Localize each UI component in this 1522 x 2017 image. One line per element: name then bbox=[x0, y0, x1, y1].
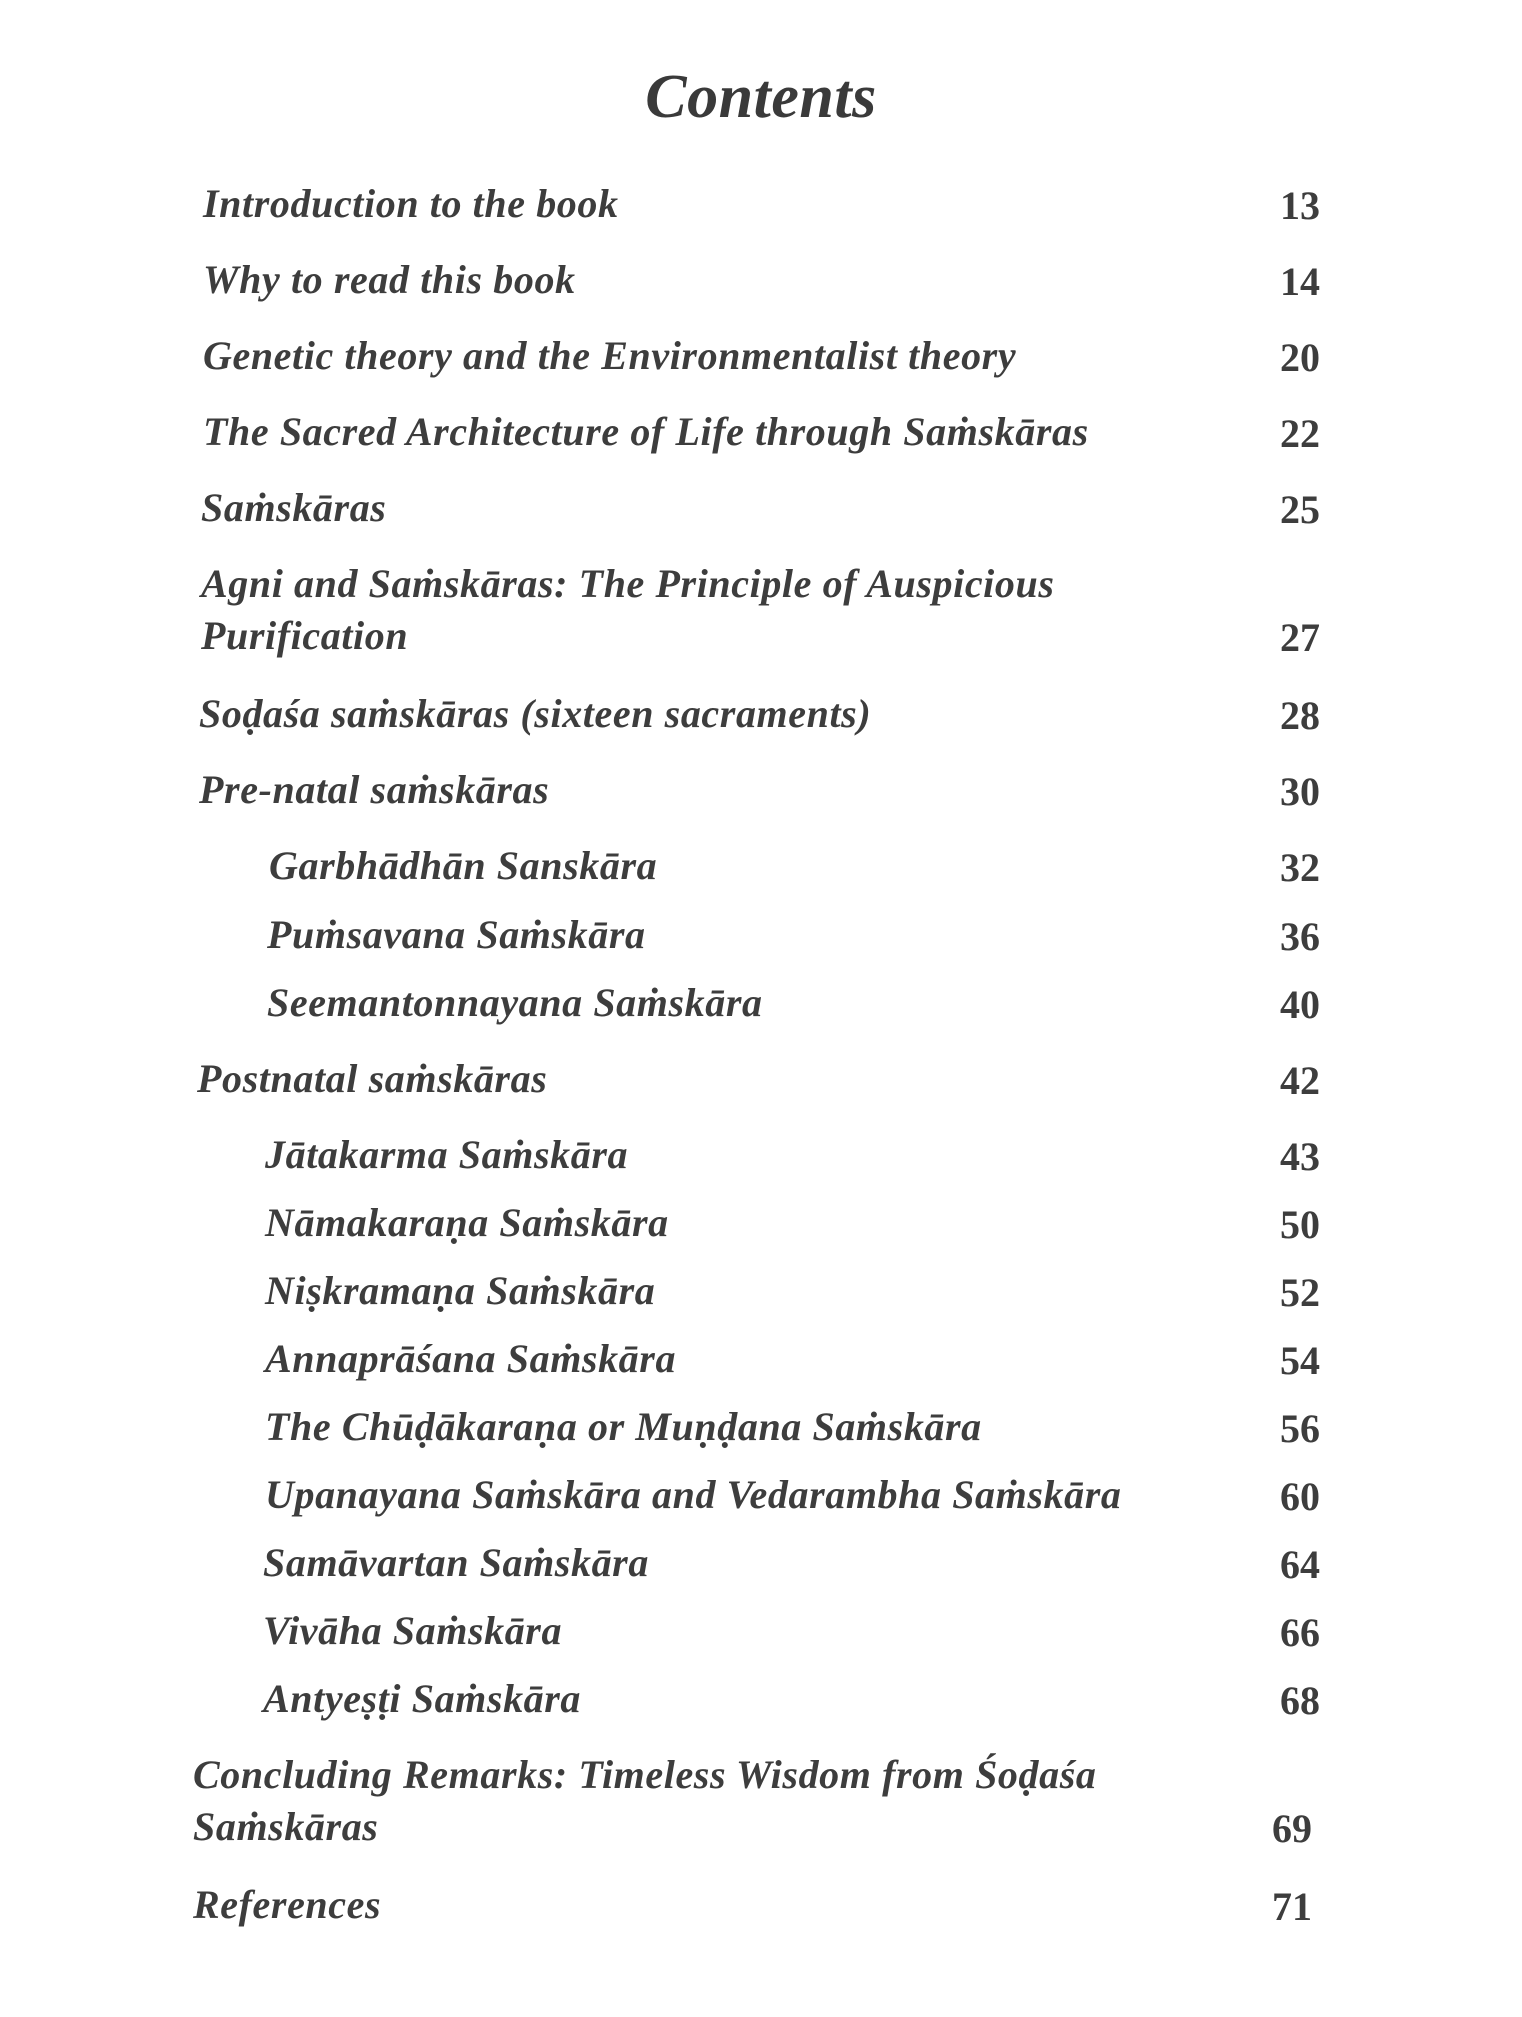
toc-page-number: 71 bbox=[1272, 1884, 1312, 1929]
toc-entry-chudakarana[interactable]: The Chūḍākaraṇa or Muṇḍana Saṁskāra bbox=[265, 1404, 982, 1449]
toc-entry-concluding-remarks[interactable]: Concluding Remarks: Timeless Wisdom from Śoḍaśa bbox=[193, 1752, 1097, 1797]
toc-page-number: 25 bbox=[1280, 487, 1320, 532]
toc-entry-pumsavana[interactable]: Puṁsavana Saṁskāra bbox=[267, 912, 646, 957]
toc-page-number: 36 bbox=[1280, 914, 1320, 959]
toc-entry-agni-line2[interactable]: Purification bbox=[201, 613, 409, 658]
toc-entry-references[interactable]: References bbox=[193, 1882, 382, 1927]
toc-page-number: 22 bbox=[1280, 411, 1320, 456]
toc-page-number: 20 bbox=[1280, 335, 1320, 380]
toc-page-number: 13 bbox=[1280, 183, 1320, 228]
toc-page-number: 42 bbox=[1280, 1058, 1320, 1103]
toc-entry-agni[interactable]: Agni and Saṁskāras: The Principle of Auspicious bbox=[201, 561, 1055, 606]
toc-page-number: 60 bbox=[1280, 1474, 1320, 1519]
toc-entry-jatakarma[interactable]: Jātakarma Saṁskāra bbox=[265, 1132, 629, 1177]
toc-entry-concluding-remarks-line2[interactable]: Saṁskāras bbox=[193, 1804, 379, 1849]
toc-page-number: 52 bbox=[1280, 1270, 1320, 1315]
toc-entry-sodasa[interactable]: Soḍaśa saṁskāras (sixteen sacraments) bbox=[199, 691, 872, 736]
toc-page-number: 66 bbox=[1280, 1610, 1320, 1655]
toc-entry-why-read[interactable]: Why to read this book bbox=[203, 257, 576, 302]
toc-page-number: 30 bbox=[1280, 769, 1320, 814]
toc-entry-samavartan[interactable]: Samāvartan Saṁskāra bbox=[263, 1540, 649, 1585]
toc-entry-garbhadhan[interactable]: Garbhādhān Sanskāra bbox=[269, 843, 658, 888]
toc-entry-antyesti[interactable]: Antyeṣṭi Saṁskāra bbox=[263, 1676, 582, 1721]
toc-page-number: 40 bbox=[1280, 982, 1320, 1027]
toc-page-number: 56 bbox=[1280, 1406, 1320, 1451]
toc-entry-sacred-architecture[interactable]: The Sacred Architecture of Life through Saṁskāras bbox=[203, 409, 1089, 454]
toc-page-number: 27 bbox=[1280, 615, 1320, 660]
toc-entry-postnatal[interactable]: Postnatal saṁskāras bbox=[197, 1056, 548, 1101]
toc-entry-vivaha[interactable]: Vivāha Saṁskāra bbox=[263, 1608, 563, 1653]
toc-page-number: 69 bbox=[1272, 1806, 1312, 1851]
toc-page-number: 14 bbox=[1280, 259, 1320, 304]
toc-page-number: 43 bbox=[1280, 1134, 1320, 1179]
toc-page-number: 50 bbox=[1280, 1202, 1320, 1247]
toc-entry-pre-natal[interactable]: Pre-natal saṁskāras bbox=[199, 767, 550, 812]
toc-page-number: 32 bbox=[1280, 845, 1320, 890]
toc-page-number: 54 bbox=[1280, 1338, 1320, 1383]
toc-entry-samskaras[interactable]: Saṁskāras bbox=[201, 485, 387, 530]
toc-entry-annaprasana[interactable]: Annaprāśana Saṁskāra bbox=[265, 1336, 677, 1381]
toc-entry-genetic-theory[interactable]: Genetic theory and the Environmentalist theory bbox=[203, 333, 1017, 378]
toc-entry-upanayana[interactable]: Upanayana Saṁskāra and Vedarambha Saṁskāra bbox=[265, 1472, 1122, 1517]
toc-entry-niskramana[interactable]: Niṣkramaṇa Saṁskāra bbox=[265, 1268, 656, 1313]
toc-page-number: 68 bbox=[1280, 1678, 1320, 1723]
toc-page-number: 28 bbox=[1280, 693, 1320, 738]
toc-entry-introduction[interactable]: Introduction to the book bbox=[203, 181, 619, 226]
page-title: Contents bbox=[645, 63, 877, 131]
toc-page-number: 64 bbox=[1280, 1542, 1320, 1587]
toc-entry-seemantonnayana[interactable]: Seemantonnayana Saṁskāra bbox=[267, 980, 763, 1025]
toc-entry-namakarana[interactable]: Nāmakaraṇa Saṁskāra bbox=[265, 1200, 669, 1245]
